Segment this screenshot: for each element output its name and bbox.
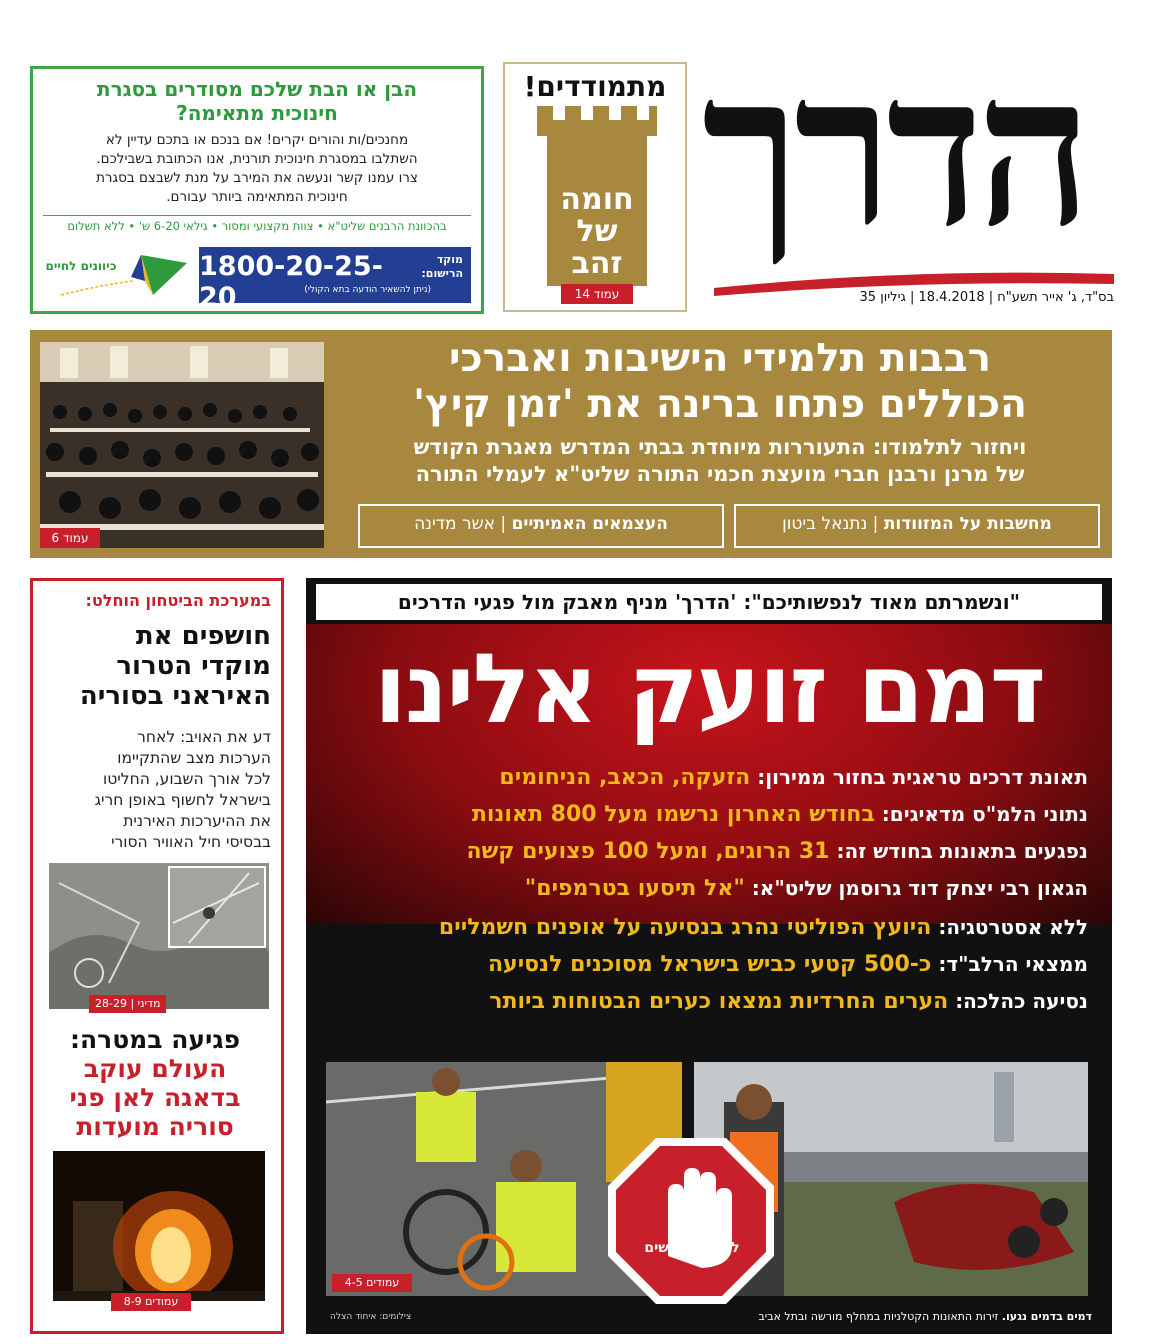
caption-text: זירות התאונות הקטלניות במחלף מורשה ובתל אביב — [758, 1310, 999, 1323]
syria-body-1: דע את האויב: לאחר — [137, 728, 271, 746]
satellite-map-icon — [49, 863, 269, 1009]
bullet-lead: נפגעים בתאונות בחודש זה: — [836, 839, 1088, 863]
bullet-highlight: כ-500 קטעי כביש בישראל מסוכנים לנסיעה — [487, 952, 932, 977]
tower-line-3: זהב — [571, 246, 623, 281]
phone-note: (ניתן להשאיר הודעה בתא הקולי) — [304, 285, 431, 295]
stop-sign-text: לקטל בכבישים — [644, 1240, 740, 1256]
gold-banner[interactable] — [30, 330, 1112, 558]
bullet-lead: הגאון רבי יצחק דוד גרוסמן שליט"א: — [751, 876, 1088, 900]
education-ad-title — [33, 77, 481, 125]
story-title: דמם זועק אלינו — [373, 633, 1045, 745]
column-2-author: אשר מדינה — [414, 514, 496, 534]
syria-body-2: הערכות מצב שהתקיימו — [117, 749, 271, 767]
explosion-image — [53, 1151, 265, 1301]
column-1-author: נתנאל ביטון — [782, 514, 868, 534]
ad-footer: בהכוונת הרבנים שליט"א • צוות מקצועי ומסור • גילאי 6-20 ש' • ללא תשלום — [67, 219, 447, 233]
gold-sub-1: ויחזור לתלמודו: התעוררות מיוחדת בבתי המדרש מאגרת הקודש — [413, 435, 1027, 459]
gold-page-tag: עמוד 6 — [40, 528, 100, 548]
issue-line: בס"ד, ג' אייר תשע"ח | 18.4.2018 | גיליון 35 — [859, 290, 1114, 305]
bullet-highlight: היועץ הפוליטי נהרג בנסיעה על אופנים חשמליים — [438, 915, 932, 940]
column-2-title: העצמאים האמיתיים — [511, 514, 668, 534]
ad-divider — [43, 215, 471, 216]
yeshiva-photo — [40, 342, 324, 548]
phone-box[interactable] — [199, 247, 471, 313]
phone-label — [421, 253, 463, 281]
bullet-highlight: הערים החרדיות נמצאו כערים הבטוחות ביותר — [489, 989, 949, 1014]
bullet-lead: ממצאי הרלב"ד: — [938, 952, 1088, 976]
yeshiva-crowd-icon — [40, 342, 324, 548]
photo-page-tag: עמודים 4-5 — [332, 1274, 412, 1292]
story-bullet-1 — [328, 762, 1088, 793]
story-bullet-7 — [328, 986, 1088, 1017]
column-1-title: מחשבות על המזוודות — [883, 514, 1052, 534]
bullet-lead: תאונת דרכים טראגית בחזור ממירון: — [757, 765, 1088, 789]
syria-headline-1: חושפים את — [135, 621, 271, 651]
strike-headline-3: בדאגה לאן פני — [69, 1083, 241, 1112]
syria-column[interactable] — [30, 578, 284, 1334]
bullet-lead: ללא אסטרטגיה: — [938, 915, 1088, 939]
gold-headline-2: הכוללים פתחו ברינה את 'זמן קיץ' — [413, 382, 1027, 427]
story-bullet-3 — [328, 836, 1088, 867]
satellite-image — [49, 863, 269, 1009]
column-teaser-1[interactable]: מחשבות על המזוודות | נתנאל ביטון — [734, 504, 1100, 548]
logo-text: כיוונים לחיים — [45, 259, 117, 273]
syria-headline — [39, 621, 271, 711]
strike-headline-2: העולם עוקב — [83, 1054, 227, 1083]
phone-label-2: הרישום: — [421, 267, 463, 280]
photo-caption — [758, 1310, 1092, 1323]
ad-body-line-2: השתלבו במסגרת חינוכית תורנית, אנו הכתובת בשבילכם. — [96, 151, 418, 167]
tower-line-2: של — [576, 214, 618, 249]
column-teaser-2[interactable]: העצמאים האמיתיים | אשר מדינה — [358, 504, 724, 548]
education-ad[interactable] — [30, 66, 484, 314]
ad-body-line-1: מחנכים/ות והורים יקרים! אם בנכם או בתכם עדיין לא — [105, 132, 409, 148]
syria-headline-2: מוקדי הטרור — [116, 651, 271, 681]
strike-headline — [39, 1025, 271, 1141]
gold-sub-2: של מרנן ורבנן חברי מועצת חכמי התורה שליט"א לעמלי התורה — [415, 462, 1025, 486]
story-bullet-4 — [328, 873, 1088, 904]
ad-title-line-1: הבן או הבת שלכם מסודרים בסגרת — [96, 77, 418, 101]
syria-body — [39, 727, 271, 853]
ad-body-line-3: צרו עמנו קשר ונעשה את המירב על מנת לשבצם בסגרת — [96, 170, 418, 186]
caption-bold: דמים בדמים נגעו. — [1001, 1310, 1092, 1323]
bullet-lead: נסיעה כהלכה: — [955, 989, 1088, 1013]
strike-headline-4: סוריה מועדות — [76, 1112, 234, 1141]
story-kicker: "ונשמרתם מאוד לנפשותיכם": 'הדרך' מניף מאבק מול פגעי הדרכים — [316, 584, 1102, 620]
story-bullet-5 — [328, 912, 1088, 943]
gold-headline-1: רבבות תלמידי הישיבות ואברכי — [449, 336, 991, 381]
stop-sign-icon — [606, 1136, 776, 1306]
ad-title-line-2: חינוכית מתאימה? — [176, 101, 338, 125]
education-ad-body — [47, 131, 467, 207]
phone-number[interactable]: 1800-20-25-20 — [199, 251, 383, 313]
explosion-icon — [53, 1151, 265, 1301]
syria-body-5: את ההיערכות האירנית — [123, 812, 271, 830]
road-safety-story[interactable] — [306, 578, 1112, 1334]
tower-ad[interactable] — [503, 62, 687, 312]
bullet-lead: נתוני הלמ"ס מדאיגים: — [881, 802, 1088, 826]
phone-label-1: מוקד — [436, 253, 463, 266]
tower-line-1: חומה — [560, 182, 634, 217]
syria-headline-3: האיראני בסוריה — [79, 681, 271, 711]
satellite-page-tag: מדיני | 28-29 — [89, 995, 166, 1013]
bullet-highlight: הזעקה, הכאב, הניחומים — [499, 765, 751, 790]
gold-subheadline — [340, 434, 1100, 488]
photo-credit: צילומים: איחוד הצלה — [330, 1312, 412, 1322]
bullet-highlight: 31 הרוגים, ומעל 100 פצועים קשה — [466, 839, 830, 864]
newspaper-title: הדרך — [702, 27, 1086, 274]
tower-ad-headline: מתמודדים! — [523, 70, 667, 103]
syria-body-4: בישראל לחשוף באופן חריג — [94, 791, 271, 809]
syria-body-3: לכל אורך השבוע, החליטו — [103, 770, 271, 788]
masthead — [674, 27, 1114, 298]
story-bullet-2 — [328, 799, 1088, 830]
gold-headline — [340, 336, 1100, 428]
tower-ad-text — [533, 184, 661, 280]
bullet-highlight: "אל תיסעו בטרמפים" — [524, 876, 745, 901]
bullet-highlight: בחודש האחרון נרשמו מעל 800 תאונות — [471, 802, 875, 827]
tower-page-tag: עמוד 14 — [561, 284, 633, 304]
syria-body-6: בבסיסי חיל האוויר הסורי — [111, 833, 271, 851]
ad-body-line-4: חינוכית המתאימה ביותר עבורם. — [166, 189, 348, 205]
story-bullet-6 — [328, 949, 1088, 980]
strike-headline-1: פגיעה במטרה: — [69, 1025, 241, 1054]
explosion-page-tag: עמודים 8-9 — [111, 1293, 191, 1311]
syria-kicker: במערכת הביטחון הוחלט: — [85, 591, 271, 610]
